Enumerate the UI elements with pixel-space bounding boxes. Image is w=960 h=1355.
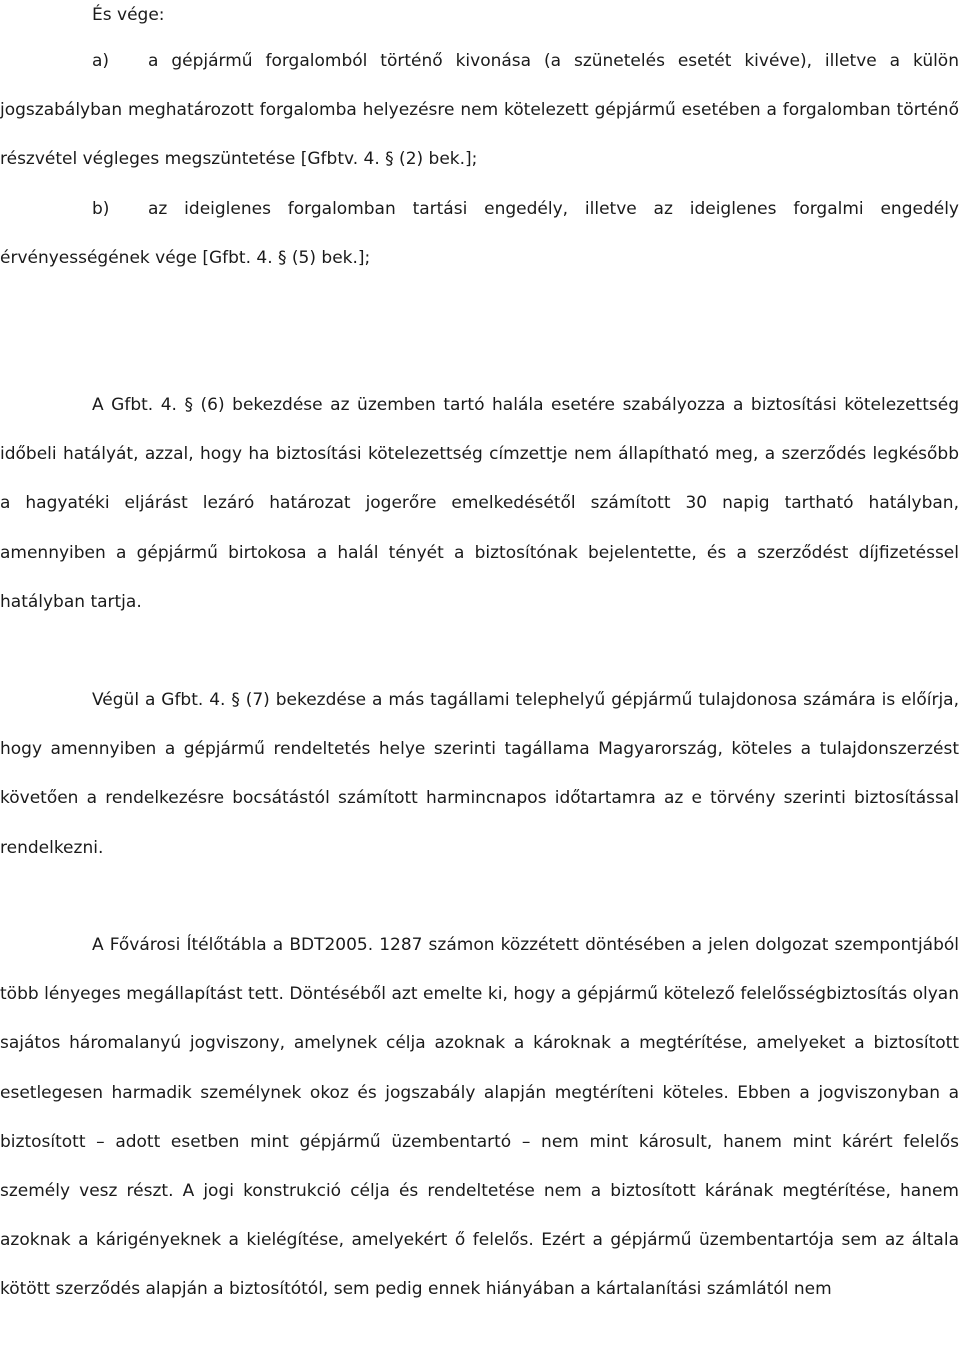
list-item-b <box>0 185 959 283</box>
list-item-label: b) <box>92 199 110 219</box>
section-heading: És vége: <box>92 5 165 25</box>
list-item-text: az ideiglenes forgalomban tartási engedély, illetve az ideiglenes forgalmi engedély érvényességének vége [Gfbt. 4. § (5) bek.]; <box>0 199 959 269</box>
paragraph-court-decision: A Fővárosi Ítélőtábla a BDT2005. 1287 számon közzétett döntésében a jelen dolgozat szempontjából több lényeges megállapítást tett. Döntéséből azt emelte ki, hogy a gépjármű kötelező felelősségbiztosítás olyan sajátos háromalanyú jogviszony, amelynek célja azoknak a károknak a megtérítése, amelyeket a biztosított esetlegesen harmadik személynek okoz és jogszabály alapján megtéríteni köteles. Ebben a jogviszonyban a biztosított – adott esetben mint gépjármű üzembentartó – nem mint károsult, hanem mint kárért felelős személy vesz részt. A jogi konstrukció célja és rendeltetése nem a biztosított kárának megtérítése, hanem azoknak a kárigényeknek a kielégítése, amelyekért ő felelős. Ezért a gépjármű üzembentartója sem az általa kötött szerződés alapján a biztosítótól, sem pedig ennek hiányában a kártalanítási számlától nem <box>0 935 959 1300</box>
list-item-label: a) <box>92 51 110 71</box>
paragraph-spouse-death: A Gfbt. 4. § (6) bekezdése az üzemben tartó halála esetére szabályozza a biztosítási kötelezettség időbeli hatályát, azzal, hogy ha biztosítási kötelezettség címzettje nem állapítható meg, a szerződés legkésőbb a hagyatéki eljárást lezáró határozat jogerőre emelkedésétől számított 30 napig tartható hatályban, amennyiben a gépjármű birtokosa a halál tényét a biztosítónak bejelentette, és a szerződést díjfizetéssel hatályban tartja. <box>0 395 959 612</box>
list-item-a <box>0 37 959 185</box>
paragraph-foreign-vehicle: Végül a Gfbt. 4. § (7) bekezdése a más tagállami telephelyű gépjármű tulajdonosa számára is előírja, hogy amennyiben a gépjármű rendeltetés helye szerinti tagállama Magyarország, köteles a tulajdonszerzést követően a rendelkezésre bocsátástól számított harmincnapos időtartamra az e törvény szerinti biztosítással rendelkezni. <box>0 690 959 858</box>
list-item-text: a gépjármű forgalomból történő kivonása (a szünetelés esetét kivéve), illetve a külön jogszabályban meghatározott forgalomba helyezésre nem kötelezett gépjármű esetében a forgalomban történő részvétel végleges megszüntetése [Gfbtv. 4. § (2) bek.]; <box>0 51 959 170</box>
